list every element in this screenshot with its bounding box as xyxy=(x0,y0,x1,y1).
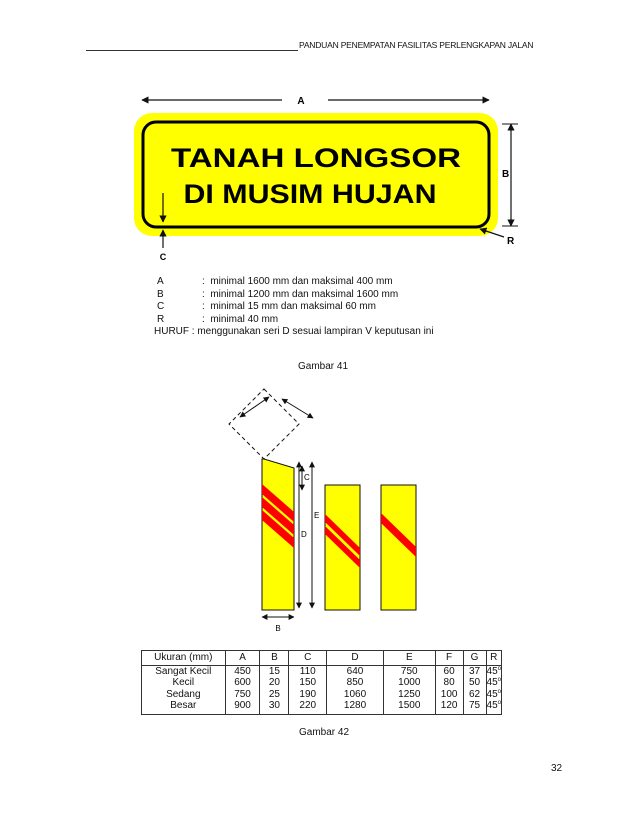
table-cell: 45$^o$ xyxy=(486,665,501,677)
table-cell: 220 xyxy=(289,700,327,714)
table-cell: 600 xyxy=(225,677,260,689)
column-header: Ukuran (mm) xyxy=(142,651,226,666)
dimension-b-label: B xyxy=(502,169,510,180)
table-cell: 50 xyxy=(463,677,486,689)
figure-caption-42: Gambar 42 xyxy=(299,727,350,738)
table-cell: 640 xyxy=(327,665,384,677)
table-cell: 900 xyxy=(225,700,260,714)
sign-specifications xyxy=(154,276,434,339)
column-header: A xyxy=(225,651,260,666)
figure-caption-41: Gambar 41 xyxy=(298,361,349,372)
table-cell: Sangat Kecil xyxy=(142,665,226,677)
table-cell: 20 xyxy=(260,677,289,689)
table-cell: 1060 xyxy=(327,689,384,701)
dimension-a xyxy=(142,96,489,107)
chevron-label-d: D xyxy=(301,530,307,539)
spec-row: C : minimal 15 mm dan maksimal 60 mm xyxy=(157,301,376,312)
table-cell: 80 xyxy=(435,677,463,689)
dimension-c-label: C xyxy=(159,252,167,262)
table-cell: 110 xyxy=(289,665,327,677)
table-cell: 100 xyxy=(435,689,463,701)
table-row xyxy=(142,689,502,701)
spec-row-huruf: HURUF : menggunakan seri D sesuai lampiran V keputusan ini xyxy=(154,326,434,337)
table-cell: 750 xyxy=(383,665,435,677)
table-cell: 450 xyxy=(225,665,260,677)
table-cell: 45$^o$ xyxy=(486,688,501,700)
table-cell: Sedang xyxy=(142,689,226,701)
column-header: B xyxy=(260,651,289,666)
table-cell: Besar xyxy=(142,700,226,714)
table-cell: 1500 xyxy=(383,700,435,714)
column-header: G xyxy=(463,651,486,666)
page-number: 32 xyxy=(551,763,563,774)
table-cell: 120 xyxy=(435,700,463,714)
table-row xyxy=(142,665,502,677)
table-cell: 150 xyxy=(289,677,327,689)
table-cell: 1250 xyxy=(383,689,435,701)
dimension-r-label: R xyxy=(507,236,515,247)
spec-row: B : minimal 1200 mm dan maksimal 1600 mm xyxy=(157,288,399,300)
chevron-label-c: C xyxy=(304,473,310,482)
table-row xyxy=(142,700,502,714)
warning-sign-panel xyxy=(134,113,498,236)
column-header: C xyxy=(289,651,327,666)
table-cell: Kecil xyxy=(142,677,226,689)
chevron-label-b: B xyxy=(275,624,281,633)
spec-row: R : minimal 40 mm xyxy=(157,313,279,325)
table-cell: 60 xyxy=(435,665,463,677)
spec-row: A : minimal 1600 mm dan maksimal 400 mm xyxy=(157,276,393,287)
table-cell: 37 xyxy=(463,665,486,677)
sign-text-line1: TANAH LONGSOR xyxy=(171,143,461,173)
dimension-a-label: A xyxy=(297,96,305,107)
table-header-row xyxy=(142,651,502,666)
table-cell: 850 xyxy=(327,677,384,689)
table-cell: 1280 xyxy=(327,700,384,714)
table-cell: 62 xyxy=(463,689,486,701)
page-header-title: PANDUAN PENEMPATAN FASILITAS PERLENGKAPAN JALAN xyxy=(299,40,534,50)
table-cell: 1000 xyxy=(383,677,435,689)
table-cell: 750 xyxy=(225,689,260,701)
size-table xyxy=(141,650,502,715)
table-cell: 30 xyxy=(260,700,289,714)
column-header: E xyxy=(383,651,435,666)
table-cell: 45$^o$ xyxy=(486,677,501,689)
chevron-label-e: E xyxy=(314,511,320,520)
chevron-diagram xyxy=(229,389,416,633)
table-cell: 25 xyxy=(260,689,289,701)
sign-text-line2: DI MUSIM HUJAN xyxy=(183,179,437,209)
table-cell: 75 xyxy=(463,700,486,714)
table-cell: 45$^o$ xyxy=(486,700,501,714)
column-header: F xyxy=(435,651,463,666)
dimension-b xyxy=(502,124,518,226)
column-header: D xyxy=(327,651,384,666)
column-header: R xyxy=(486,651,501,666)
table-cell: 190 xyxy=(289,689,327,701)
table-cell: 15 xyxy=(260,665,289,677)
table-row xyxy=(142,677,502,689)
